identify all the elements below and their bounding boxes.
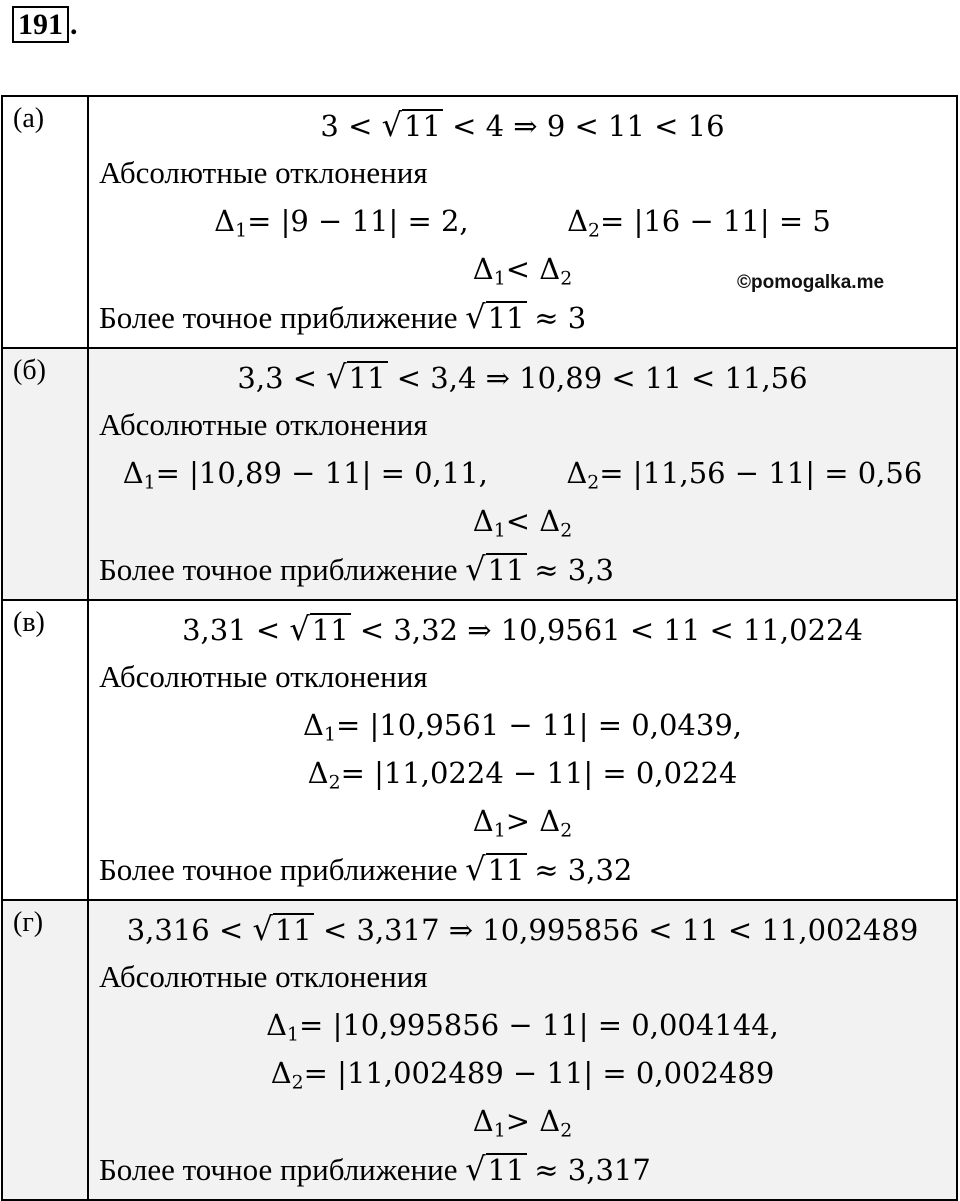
sqrt-expression: √11 [289,610,349,648]
comparison-line: $\Delta_1> \Delta_2$ [472,1104,573,1142]
sqrt-expression: √11 [326,358,386,396]
delta-1: $\Delta_1= |10,89 - 11| = 0,11$, [122,456,488,494]
delta-1: $\Delta_1= |9 - 11| = 2$, [214,204,469,242]
row-content [88,900,957,1200]
deviations-title: Абсолютные отклонения [99,407,428,442]
deviations-title: Абсолютные отклонения [99,959,428,994]
radical-sign: √ [381,106,402,144]
delta-2: $\Delta_2= |11,56 - 11| = 0,56$ [566,456,923,494]
inequality-line: 3,31 < √11 < 3,32 ⇒ 10,9561 < 11 < 11,0224 [99,605,946,653]
delta-1-line: $\Delta_1= |10,9561 - 11| = 0,0439$, [303,708,742,746]
solution-row-b [2,348,957,600]
inequality-right: < 4 ⇒ 9 < 11 < 16 [452,109,725,143]
inequality-line [99,101,946,149]
row-content [88,96,957,348]
watermark: ©pomogalka.me [737,272,885,293]
sqrt-expression: √11 [252,910,312,948]
conclusion-line: Более точное приближение √11 ≈ 3,317 [99,1145,946,1193]
conclusion-line: Более точное приближение √11 ≈ 3,3 [99,545,946,593]
delta-1-line: $\Delta_1= |10,995856 - 11| = 0,004144$, [266,1008,779,1046]
problem-number-dot: . [70,8,78,41]
deviations-title: Абсолютные отклонения [99,659,428,694]
conclusion-line: Более точное приближение √11 ≈ 3 [99,293,946,341]
row-label: (в) [2,600,88,900]
sqrt-expression [382,101,443,150]
comparison-line: $\Delta_1< \Delta_2$ [472,252,573,290]
comparison-line: $\Delta_1> \Delta_2$ [472,804,573,842]
solution-row-v [2,600,957,900]
sqrt-expression: √11 [465,550,525,588]
sqrt-expression: √11 [465,850,525,888]
radicand: 11 [404,109,441,143]
row-label: (а) [2,96,88,348]
delta-2-line: $\Delta_2= |11,002489 - 11| = 0,002489$ [270,1056,775,1094]
conclusion-line: Более точное приближение √11 ≈ 3,32 [99,845,946,893]
solution-table [1,95,958,1201]
inequality-line: 3,316 < √11 < 3,317 ⇒ 10,995856 < 11 < 11,002489 [99,905,946,953]
deviations-line [99,197,946,245]
inequality-left: 3 < [320,109,373,143]
row-label: (г) [2,900,88,1200]
comparison-line: $\Delta_1< \Delta_2$ [472,504,573,542]
sqrt-expression: √11 [465,298,525,336]
delta-2: $\Delta_2= |16 - 11| = 5$ [567,204,831,242]
solution-row-a [2,96,957,348]
row-content [88,600,957,900]
deviations-title: Абсолютные отклонения [99,155,428,190]
row-content [88,348,957,600]
problem-number-box: 191 [12,6,69,43]
inequality-line: 3,3 < √11 < 3,4 ⇒ 10,89 < 11 < 11,56 [99,353,946,401]
problem-number [12,6,78,43]
row-label: (б) [2,348,88,600]
delta-2-line: $\Delta_2= |11,0224 - 11| = 0,0224$ [307,756,738,794]
deviations-line [99,449,946,497]
sqrt-expression: √11 [465,1150,525,1188]
solution-row-g [2,900,957,1200]
